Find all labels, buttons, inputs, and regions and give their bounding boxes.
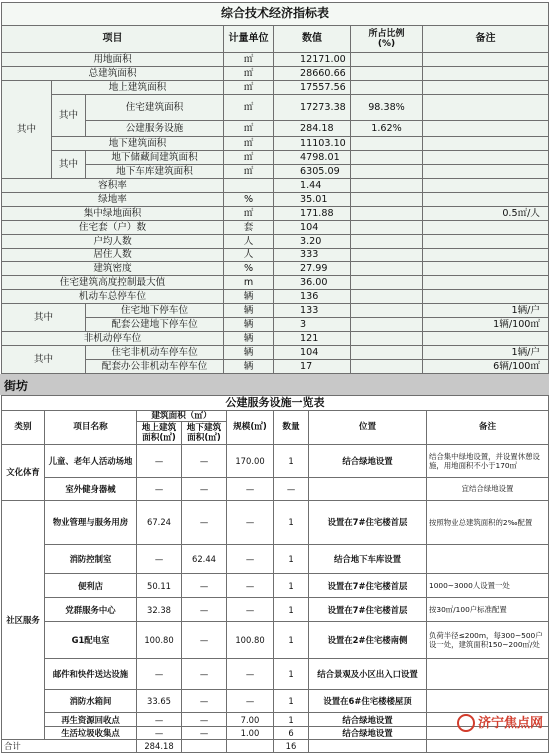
facility-remark: 宜结合绿地设置 bbox=[427, 477, 549, 500]
row-name: 住宅套（户）数 bbox=[2, 220, 224, 234]
group-label: 其中 bbox=[2, 346, 86, 374]
row-value: 17 bbox=[274, 360, 351, 374]
row-ratio bbox=[351, 137, 423, 151]
facility-above: 32.38 bbox=[137, 598, 182, 622]
facility-below: — bbox=[182, 598, 227, 622]
row-value: 133 bbox=[274, 304, 351, 318]
row-unit: ㎡ bbox=[224, 95, 274, 121]
facility-name: 儿童、老年人活动场地 bbox=[45, 445, 137, 477]
row-ratio bbox=[351, 150, 423, 164]
facility-name: 消防水箱间 bbox=[45, 690, 137, 713]
facility-location bbox=[309, 477, 427, 500]
row-unit: 辆 bbox=[224, 304, 274, 318]
facility-scale: 7.00 bbox=[227, 713, 274, 727]
row-note bbox=[423, 164, 549, 178]
row-note bbox=[423, 220, 549, 234]
row-name: 用地面积 bbox=[2, 53, 224, 67]
row-unit: ㎡ bbox=[224, 206, 274, 220]
facility-location: 设置在7#住宅楼首层 bbox=[309, 500, 427, 544]
row-unit bbox=[224, 178, 274, 192]
facility-remark: 结合集中绿地设置，并设置休憩设施，用地面积不小于170㎡ bbox=[427, 445, 549, 477]
facility-below: — bbox=[182, 726, 227, 740]
row-name: 集中绿地面积 bbox=[2, 206, 224, 220]
facility-location: 结合绿地设置 bbox=[309, 445, 427, 477]
row-name: 住宅非机动车停车位 bbox=[86, 346, 224, 360]
facility-remark bbox=[427, 544, 549, 573]
facility-below: — bbox=[182, 713, 227, 727]
technical-economic-indicators-table bbox=[1, 2, 549, 374]
row-name: 地下建筑面积 bbox=[52, 137, 224, 151]
row-unit: 辆 bbox=[224, 360, 274, 374]
header-category: 类别 bbox=[2, 410, 45, 445]
row-ratio bbox=[351, 290, 423, 304]
row-ratio bbox=[351, 178, 423, 192]
row-name: 绿地率 bbox=[2, 192, 224, 206]
row-value: 17273.38 bbox=[274, 95, 351, 121]
row-ratio bbox=[351, 81, 423, 95]
header-scale: 规模(㎡) bbox=[227, 410, 274, 445]
facility-location: 结合绿地设置 bbox=[309, 713, 427, 727]
row-value: 3 bbox=[274, 318, 351, 332]
total-location bbox=[309, 740, 427, 753]
facility-name: 邮件和快件送达设施 bbox=[45, 658, 137, 689]
category-community: 社区服务 bbox=[2, 500, 45, 740]
row-unit: % bbox=[224, 192, 274, 206]
row-note bbox=[423, 67, 549, 81]
facility-above: — bbox=[137, 658, 182, 689]
row-ratio bbox=[351, 53, 423, 67]
row-note bbox=[423, 178, 549, 192]
header-name: 项目名称 bbox=[45, 410, 137, 445]
public-facilities-table bbox=[1, 395, 549, 753]
row-ratio bbox=[351, 220, 423, 234]
row-value: 104 bbox=[274, 346, 351, 360]
sub-group-label: 其中 bbox=[52, 150, 86, 178]
row-unit: ㎡ bbox=[224, 164, 274, 178]
header-item: 项目 bbox=[2, 25, 224, 53]
group-label: 其中 bbox=[2, 304, 86, 332]
facility-count: 1 bbox=[274, 658, 309, 689]
facility-name: 物业管理与服务用房 bbox=[45, 500, 137, 544]
total-scale bbox=[227, 740, 274, 753]
facility-remark bbox=[427, 690, 549, 713]
facility-name: 再生资源回收点 bbox=[45, 713, 137, 727]
total-above: 284.18 bbox=[137, 740, 182, 753]
row-name: 住宅地下停车位 bbox=[86, 304, 224, 318]
header-value: 数值 bbox=[274, 25, 351, 53]
row-name: 容积率 bbox=[2, 178, 224, 192]
facility-name: 生活垃圾收集点 bbox=[45, 726, 137, 740]
row-unit: ㎡ bbox=[224, 81, 274, 95]
row-ratio bbox=[351, 276, 423, 290]
row-note bbox=[423, 332, 549, 346]
row-note bbox=[423, 290, 549, 304]
row-value: 35.01 bbox=[274, 192, 351, 206]
facility-below: 62.44 bbox=[182, 544, 227, 573]
facility-location: 设置在7#住宅楼首层 bbox=[309, 598, 427, 622]
row-value: 333 bbox=[274, 248, 351, 262]
row-name: 建筑密度 bbox=[2, 262, 224, 276]
facility-remark: 负荷半径≤200m，每300~500户设一处，建筑面积150~200㎡/处 bbox=[427, 622, 549, 659]
facility-location: 设置在7#住宅楼首层 bbox=[309, 573, 427, 597]
row-note bbox=[423, 262, 549, 276]
row-unit: 辆 bbox=[224, 332, 274, 346]
facility-scale: — bbox=[227, 477, 274, 500]
row-ratio bbox=[351, 304, 423, 318]
facility-location: 结合景观及小区出入口设置 bbox=[309, 658, 427, 689]
row-note: 1辆/100㎡ bbox=[423, 318, 549, 332]
facility-above: — bbox=[137, 477, 182, 500]
row-unit: ㎡ bbox=[224, 120, 274, 136]
facility-above: 100.80 bbox=[137, 622, 182, 659]
row-unit: 辆 bbox=[224, 346, 274, 360]
row-ratio bbox=[351, 164, 423, 178]
header-remark: 备注 bbox=[427, 410, 549, 445]
table-title: 综合技术经济指标表 bbox=[2, 3, 549, 26]
row-unit: ㎡ bbox=[224, 67, 274, 81]
facility-scale: 170.00 bbox=[227, 445, 274, 477]
facility-scale: — bbox=[227, 658, 274, 689]
circle-logo-icon bbox=[457, 714, 475, 732]
row-unit: ㎡ bbox=[224, 150, 274, 164]
facility-scale: — bbox=[227, 573, 274, 597]
row-value: 12171.00 bbox=[274, 53, 351, 67]
row-name: 住宅建筑高度控制最大值 bbox=[2, 276, 224, 290]
facility-scale: 100.80 bbox=[227, 622, 274, 659]
table-title: 公建服务设施一览表 bbox=[2, 396, 549, 411]
row-value: 3.20 bbox=[274, 234, 351, 248]
facility-count: 1 bbox=[274, 713, 309, 727]
row-ratio bbox=[351, 248, 423, 262]
facility-name: G1配电室 bbox=[45, 622, 137, 659]
facility-count: 1 bbox=[274, 445, 309, 477]
facility-above: 50.11 bbox=[137, 573, 182, 597]
facility-scale: — bbox=[227, 598, 274, 622]
facility-name: 消防控制室 bbox=[45, 544, 137, 573]
row-name: 配套办公非机动车停车位 bbox=[86, 360, 224, 374]
facility-count: 1 bbox=[274, 573, 309, 597]
row-value: 121 bbox=[274, 332, 351, 346]
row-note: 6辆/100㎡ bbox=[423, 360, 549, 374]
row-unit: 人 bbox=[224, 248, 274, 262]
row-ratio bbox=[351, 332, 423, 346]
group-label: 其中 bbox=[2, 81, 52, 179]
row-value: 1.44 bbox=[274, 178, 351, 192]
row-unit: m bbox=[224, 276, 274, 290]
facility-count: 1 bbox=[274, 690, 309, 713]
row-value: 27.99 bbox=[274, 262, 351, 276]
facility-above: 67.24 bbox=[137, 500, 182, 544]
total-below bbox=[182, 740, 227, 753]
row-name: 配套公建地下停车位 bbox=[86, 318, 224, 332]
row-ratio bbox=[351, 318, 423, 332]
facility-count: 6 bbox=[274, 726, 309, 740]
facility-above: — bbox=[137, 726, 182, 740]
row-note: 1辆/户 bbox=[423, 304, 549, 318]
watermark-text: 济宁焦点网 bbox=[477, 715, 543, 731]
row-value: 36.00 bbox=[274, 276, 351, 290]
facility-below: — bbox=[182, 500, 227, 544]
header-count: 数量 bbox=[274, 410, 309, 445]
facility-below: — bbox=[182, 445, 227, 477]
facility-count: 1 bbox=[274, 500, 309, 544]
row-value: 104 bbox=[274, 220, 351, 234]
row-note bbox=[423, 137, 549, 151]
row-ratio bbox=[351, 234, 423, 248]
row-note: 1辆/户 bbox=[423, 346, 549, 360]
row-name: 住宅建筑面积 bbox=[86, 95, 224, 121]
header-above: 地上建筑面积(㎡) bbox=[137, 422, 182, 445]
row-note bbox=[423, 120, 549, 136]
row-unit: ㎡ bbox=[224, 137, 274, 151]
row-note bbox=[423, 150, 549, 164]
row-value: 28660.66 bbox=[274, 67, 351, 81]
total-count: 16 bbox=[274, 740, 309, 753]
facility-below: — bbox=[182, 573, 227, 597]
row-name: 地下储藏间建筑面积 bbox=[86, 150, 224, 164]
facility-above: — bbox=[137, 713, 182, 727]
header-below: 地下建筑面积(㎡) bbox=[182, 422, 227, 445]
row-name: 非机动停车位 bbox=[2, 332, 224, 346]
facility-remark: 按照物业总建筑面积的2‰配置 bbox=[427, 500, 549, 544]
row-note bbox=[423, 192, 549, 206]
category-culture: 文化体育 bbox=[2, 445, 45, 500]
row-unit: 辆 bbox=[224, 318, 274, 332]
row-value: 6305.09 bbox=[274, 164, 351, 178]
row-name: 地上建筑面积 bbox=[52, 81, 224, 95]
facility-name: 党群服务中心 bbox=[45, 598, 137, 622]
row-value: 4798.01 bbox=[274, 150, 351, 164]
row-value: 136 bbox=[274, 290, 351, 304]
facility-above: — bbox=[137, 544, 182, 573]
row-ratio bbox=[351, 262, 423, 276]
header-note: 备注 bbox=[423, 25, 549, 53]
row-note bbox=[423, 53, 549, 67]
row-value: 17557.56 bbox=[274, 81, 351, 95]
section-band bbox=[0, 374, 549, 395]
facility-name: 室外健身器械 bbox=[45, 477, 137, 500]
row-ratio bbox=[351, 67, 423, 81]
facility-count: 1 bbox=[274, 598, 309, 622]
facility-location: 设置在6#住宅楼楼屋顶 bbox=[309, 690, 427, 713]
row-ratio bbox=[351, 206, 423, 220]
facility-location: 结合绿地设置 bbox=[309, 726, 427, 740]
facility-below: — bbox=[182, 477, 227, 500]
facility-below: — bbox=[182, 690, 227, 713]
row-unit: % bbox=[224, 262, 274, 276]
facility-scale: — bbox=[227, 690, 274, 713]
row-note bbox=[423, 95, 549, 121]
row-value: 171.88 bbox=[274, 206, 351, 220]
facility-remark: 1000~3000人设置一处 bbox=[427, 573, 549, 597]
row-value: 284.18 bbox=[274, 120, 351, 136]
header-location: 位置 bbox=[309, 410, 427, 445]
row-name: 公建服务设施 bbox=[86, 120, 224, 136]
row-ratio bbox=[351, 360, 423, 374]
row-note bbox=[423, 81, 549, 95]
row-note bbox=[423, 276, 549, 290]
row-unit: 套 bbox=[224, 220, 274, 234]
facility-remark bbox=[427, 658, 549, 689]
facility-above: 33.65 bbox=[137, 690, 182, 713]
row-ratio bbox=[351, 346, 423, 360]
facility-count: 1 bbox=[274, 544, 309, 573]
row-note: 0.5㎡/人 bbox=[423, 206, 549, 220]
facility-scale: — bbox=[227, 500, 274, 544]
row-unit: 人 bbox=[224, 234, 274, 248]
row-value: 11103.10 bbox=[274, 137, 351, 151]
row-note bbox=[423, 248, 549, 262]
sub-group-label: 其中 bbox=[52, 95, 86, 137]
facility-name: 便利店 bbox=[45, 573, 137, 597]
row-unit: ㎡ bbox=[224, 53, 274, 67]
row-name: 总建筑面积 bbox=[2, 67, 224, 81]
facility-count: — bbox=[274, 477, 309, 500]
row-unit: 辆 bbox=[224, 290, 274, 304]
row-note bbox=[423, 234, 549, 248]
row-ratio: 98.38% bbox=[351, 95, 423, 121]
watermark bbox=[457, 712, 543, 733]
total-remark bbox=[427, 740, 549, 753]
row-name: 居住人数 bbox=[2, 248, 224, 262]
facility-location: 结合地下车库设置 bbox=[309, 544, 427, 573]
facility-below: — bbox=[182, 622, 227, 659]
header-ratio: 所占比例 (%) bbox=[351, 25, 423, 53]
header-unit: 计量单位 bbox=[224, 25, 274, 53]
facility-count: 1 bbox=[274, 622, 309, 659]
row-name: 户均人数 bbox=[2, 234, 224, 248]
row-ratio bbox=[351, 192, 423, 206]
section-label: 街坊 bbox=[4, 379, 29, 393]
header-area-group: 建筑面积（㎡） bbox=[137, 410, 227, 422]
total-label: 合计 bbox=[2, 740, 137, 753]
facility-scale: 1.00 bbox=[227, 726, 274, 740]
row-ratio: 1.62% bbox=[351, 120, 423, 136]
facility-location: 设置在2#住宅楼南侧 bbox=[309, 622, 427, 659]
facility-remark: 按30㎡/100户标准配置 bbox=[427, 598, 549, 622]
facility-below: — bbox=[182, 658, 227, 689]
row-name: 地下车库建筑面积 bbox=[86, 164, 224, 178]
row-name: 机动车总停车位 bbox=[2, 290, 224, 304]
facility-above: — bbox=[137, 445, 182, 477]
facility-scale: — bbox=[227, 544, 274, 573]
